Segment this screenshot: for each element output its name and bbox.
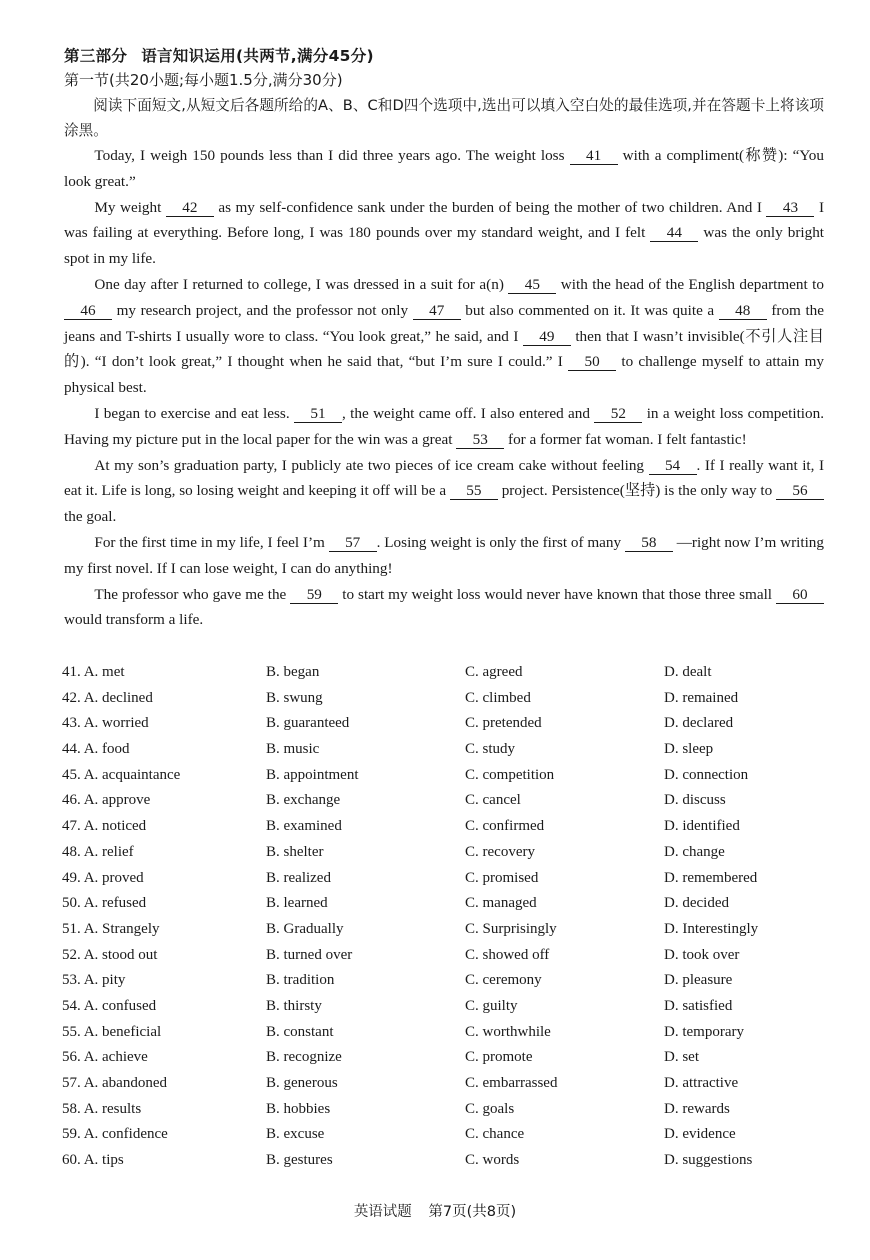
option-c bbox=[465, 1045, 664, 1071]
option-c bbox=[465, 840, 664, 866]
passage-text: project. Persistence(坚持) is the only way to bbox=[497, 482, 776, 500]
option-text: D. satisfied bbox=[664, 997, 733, 1014]
page-footer bbox=[0, 1200, 870, 1221]
question-number: 60. bbox=[62, 1152, 81, 1169]
option-c bbox=[465, 994, 664, 1020]
option-d bbox=[664, 711, 822, 737]
passage-text: with the head of the English department to bbox=[556, 275, 824, 293]
question-row bbox=[62, 891, 822, 917]
option-b bbox=[266, 968, 465, 994]
question-row bbox=[62, 1020, 822, 1046]
option-c bbox=[465, 866, 664, 892]
passage-paragraph bbox=[64, 582, 824, 634]
option-text: B. began bbox=[266, 664, 320, 680]
question-number: 53. bbox=[62, 972, 81, 989]
option-a bbox=[62, 994, 266, 1020]
passage-text: for a former fat woman. I felt fantastic! bbox=[504, 430, 747, 448]
blank-number: 55 bbox=[450, 482, 498, 500]
passage-text: One day after I returned to college, I was dressed in a suit for a(n) bbox=[94, 275, 509, 293]
option-c bbox=[465, 943, 664, 969]
option-c bbox=[465, 1097, 664, 1123]
question-row bbox=[62, 840, 822, 866]
part-title: 第三部分 bbox=[64, 47, 128, 65]
option-d bbox=[664, 737, 822, 763]
blank-number: 52 bbox=[594, 405, 642, 423]
option-text: D. attractive bbox=[664, 1075, 739, 1091]
option-text: A. Strangely bbox=[83, 920, 160, 937]
passage-paragraph bbox=[64, 530, 824, 582]
passage-text: At my son’s graduation party, I publicly ate two pieces of ice cream cake without feeling bbox=[94, 456, 649, 474]
option-c bbox=[465, 686, 664, 712]
question-row bbox=[62, 1071, 822, 1097]
option-b bbox=[266, 711, 465, 737]
option-a bbox=[62, 814, 266, 840]
passage-text: My weight bbox=[94, 198, 166, 216]
option-a bbox=[62, 840, 266, 866]
question-number: 49. bbox=[62, 869, 81, 886]
option-d bbox=[664, 1071, 822, 1097]
option-b bbox=[266, 1045, 465, 1071]
option-text: C. promote bbox=[465, 1049, 533, 1066]
option-text: A. food bbox=[83, 741, 130, 758]
option-c bbox=[465, 1071, 664, 1097]
question-row bbox=[62, 788, 822, 814]
option-text: B. examined bbox=[266, 818, 342, 835]
blank-number: 58 bbox=[625, 534, 673, 552]
blank-number: 47 bbox=[413, 302, 461, 320]
option-c bbox=[465, 788, 664, 814]
option-text: D. suggestions bbox=[664, 1152, 753, 1169]
option-a bbox=[62, 660, 266, 686]
option-b bbox=[266, 814, 465, 840]
option-text: C. goals bbox=[465, 1100, 515, 1117]
option-d bbox=[664, 968, 822, 994]
option-b bbox=[266, 891, 465, 917]
option-a bbox=[62, 866, 266, 892]
option-text: C. Surprisingly bbox=[465, 920, 557, 937]
question-row bbox=[62, 763, 822, 789]
option-b bbox=[266, 866, 465, 892]
option-d bbox=[664, 686, 822, 712]
option-a bbox=[62, 1122, 266, 1148]
passage-text: I began to exercise and eat less. bbox=[94, 404, 294, 422]
option-a bbox=[62, 737, 266, 763]
passage-text: the goal. bbox=[64, 508, 117, 526]
passage-text: to challenge myself to attain my physical best. bbox=[64, 353, 824, 397]
option-text: C. pretended bbox=[465, 715, 542, 732]
option-text: D. discuss bbox=[664, 792, 726, 809]
option-text: A. abandoned bbox=[83, 1075, 167, 1091]
blank-number: 57 bbox=[329, 534, 377, 552]
option-d bbox=[664, 1045, 822, 1071]
blank-number: 46 bbox=[64, 302, 112, 320]
option-b bbox=[266, 737, 465, 763]
blank-number: 56 bbox=[776, 482, 824, 500]
option-text: B. music bbox=[266, 741, 320, 758]
option-a bbox=[62, 711, 266, 737]
question-number: 44. bbox=[62, 741, 81, 758]
option-text: C. words bbox=[465, 1152, 520, 1169]
question-number: 51. bbox=[62, 920, 81, 937]
option-text: B. thirsty bbox=[266, 997, 322, 1014]
option-c bbox=[465, 1122, 664, 1148]
option-d bbox=[664, 840, 822, 866]
passage-paragraph bbox=[64, 453, 824, 530]
option-text: A. refused bbox=[83, 895, 147, 912]
question-row bbox=[62, 943, 822, 969]
option-text: A. approve bbox=[83, 792, 151, 809]
passage-paragraph bbox=[64, 401, 824, 453]
option-text: A. noticed bbox=[83, 818, 147, 835]
option-text: B. hobbies bbox=[266, 1100, 331, 1117]
question-number: 57. bbox=[62, 1075, 81, 1091]
option-b bbox=[266, 1122, 465, 1148]
part-subtitle: 语言知识运用(共两节,满分45分) bbox=[141, 47, 374, 65]
option-text: C. showed off bbox=[465, 946, 550, 963]
option-text: A. achieve bbox=[83, 1049, 148, 1066]
option-text: A. tips bbox=[83, 1152, 124, 1169]
option-text: C. chance bbox=[465, 1126, 525, 1143]
blank-number: 44 bbox=[650, 224, 698, 242]
option-text: B. recognize bbox=[266, 1049, 342, 1066]
option-a bbox=[62, 1045, 266, 1071]
question-row bbox=[62, 686, 822, 712]
option-b bbox=[266, 660, 465, 686]
option-text: C. guilty bbox=[465, 997, 518, 1014]
blank-number: 49 bbox=[523, 328, 571, 346]
passage-text: would transform a life. bbox=[64, 611, 204, 629]
question-row bbox=[62, 968, 822, 994]
passage-paragraph bbox=[64, 272, 824, 401]
option-text: B. Gradually bbox=[266, 920, 344, 937]
option-a bbox=[62, 788, 266, 814]
option-text: B. learned bbox=[266, 895, 328, 912]
question-number: 42. bbox=[62, 689, 81, 706]
option-text: D. sleep bbox=[664, 741, 714, 758]
option-text: D. change bbox=[664, 843, 725, 860]
option-text: B. turned over bbox=[266, 946, 353, 963]
option-a bbox=[62, 1071, 266, 1097]
option-text: D. took over bbox=[664, 946, 740, 963]
option-text: D. remained bbox=[664, 689, 739, 706]
instructions: 阅读下面短文,从短文后各题所给的A、B、C和D四个选项中,选出可以填入空白处的最佳选项,并在答题卡上将该项涂黑。 bbox=[64, 97, 824, 139]
question-row bbox=[62, 1097, 822, 1123]
blank-number: 50 bbox=[568, 353, 616, 371]
option-text: A. met bbox=[83, 664, 125, 680]
passage bbox=[64, 143, 824, 633]
option-text: B. guaranteed bbox=[266, 715, 350, 732]
exam-page bbox=[64, 44, 824, 633]
option-d bbox=[664, 1122, 822, 1148]
option-d bbox=[664, 788, 822, 814]
option-text: B. exchange bbox=[266, 792, 341, 809]
option-b bbox=[266, 1148, 465, 1174]
option-text: C. promised bbox=[465, 869, 539, 886]
passage-text: with a compliment(称赞): “You look great.” bbox=[64, 147, 824, 190]
footer-page-number: 第7页(共8页) bbox=[428, 1204, 517, 1220]
blank-number: 41 bbox=[570, 147, 618, 165]
blank-number: 59 bbox=[290, 586, 338, 604]
option-text: D. identified bbox=[664, 818, 740, 835]
option-text: A. acquaintance bbox=[83, 766, 181, 783]
question-number: 54. bbox=[62, 997, 81, 1014]
question-row bbox=[62, 737, 822, 763]
option-text: C. agreed bbox=[465, 664, 523, 680]
passage-text: I was failing at everything. Before long, I was 180 pounds over my standard weight, and I felt bbox=[64, 198, 825, 242]
option-text: D. Interestingly bbox=[664, 920, 759, 937]
option-b bbox=[266, 943, 465, 969]
question-number: 52. bbox=[62, 946, 81, 963]
passage-text: from the jeans and T-shirts I usually wore to class. “You look great,” he said, and I bbox=[64, 301, 825, 345]
question-number: 56. bbox=[62, 1049, 81, 1066]
option-text: A. beneficial bbox=[83, 1023, 162, 1040]
question-row bbox=[62, 660, 822, 686]
question-row bbox=[62, 917, 822, 943]
blank-number: 42 bbox=[166, 199, 214, 217]
question-number: 48. bbox=[62, 843, 81, 860]
passage-text: —right now I’m writing my first novel. If I can lose weight, I can do anything! bbox=[64, 533, 824, 577]
option-d bbox=[664, 866, 822, 892]
passage-text: Today, I weigh 150 pounds less than I did three years ago. The weight loss bbox=[94, 147, 570, 164]
question-number: 59. bbox=[62, 1126, 81, 1143]
question-number: 46. bbox=[62, 792, 81, 809]
option-text: B. generous bbox=[266, 1075, 338, 1091]
option-text: B. gestures bbox=[266, 1152, 333, 1169]
passage-text: in a weight loss competition. Having my picture put in the local paper for the win was a great bbox=[64, 404, 824, 448]
option-text: C. climbed bbox=[465, 689, 531, 706]
option-a bbox=[62, 968, 266, 994]
option-text: D. rewards bbox=[664, 1100, 730, 1117]
option-a bbox=[62, 686, 266, 712]
passage-text: my research project, and the professor not only bbox=[112, 301, 413, 319]
option-a bbox=[62, 891, 266, 917]
option-a bbox=[62, 1148, 266, 1174]
part-heading bbox=[64, 44, 824, 68]
option-text: D. dealt bbox=[664, 664, 712, 680]
option-text: D. pleasure bbox=[664, 972, 733, 989]
option-text: A. pity bbox=[83, 972, 126, 989]
question-number: 45. bbox=[62, 766, 81, 783]
option-c bbox=[465, 968, 664, 994]
option-text: D. set bbox=[664, 1049, 699, 1066]
option-text: D. remembered bbox=[664, 869, 758, 886]
option-d bbox=[664, 943, 822, 969]
blank-number: 53 bbox=[456, 431, 504, 449]
blank-number: 43 bbox=[766, 199, 814, 217]
blank-number: 60 bbox=[776, 586, 824, 604]
passage-text: . If I really want it, I eat it. Life is long, so losing weight and keeping it off will be a bbox=[64, 456, 825, 500]
option-b bbox=[266, 1020, 465, 1046]
passage-text: was the only bright spot in my life. bbox=[64, 224, 825, 268]
option-text: B. excuse bbox=[266, 1126, 325, 1143]
option-text: D. temporary bbox=[664, 1023, 744, 1040]
option-b bbox=[266, 1071, 465, 1097]
option-text: A. confidence bbox=[83, 1126, 168, 1143]
option-c bbox=[465, 711, 664, 737]
passage-text: then that I wasn’t invisible(不引人注目的). “I don’t look great,” I thought when he said that, “but I’m sure I could.” I bbox=[64, 327, 824, 371]
passage-text: to start my weight loss would never have known that those three small bbox=[338, 585, 777, 603]
option-c bbox=[465, 660, 664, 686]
option-text: C. recovery bbox=[465, 843, 535, 860]
option-d bbox=[664, 660, 822, 686]
blank-number: 48 bbox=[719, 302, 767, 320]
option-d bbox=[664, 1097, 822, 1123]
blank-number: 54 bbox=[649, 457, 697, 475]
option-d bbox=[664, 891, 822, 917]
passage-text: . Losing weight is only the first of many bbox=[376, 533, 625, 551]
question-number: 55. bbox=[62, 1023, 81, 1040]
option-b bbox=[266, 994, 465, 1020]
option-c bbox=[465, 814, 664, 840]
question-options bbox=[62, 660, 822, 1174]
option-text: B. realized bbox=[266, 869, 331, 886]
option-text: C. ceremony bbox=[465, 972, 542, 989]
blank-number: 45 bbox=[508, 276, 556, 294]
option-text: A. confused bbox=[83, 997, 157, 1014]
question-row bbox=[62, 1148, 822, 1174]
option-c bbox=[465, 891, 664, 917]
option-text: A. proved bbox=[83, 869, 144, 886]
option-b bbox=[266, 788, 465, 814]
question-number: 41. bbox=[62, 664, 81, 680]
blank-number: 51 bbox=[294, 405, 342, 423]
option-text: A. relief bbox=[83, 843, 134, 860]
option-c bbox=[465, 917, 664, 943]
option-c bbox=[465, 1148, 664, 1174]
option-text: C. cancel bbox=[465, 792, 521, 809]
option-text: B. tradition bbox=[266, 972, 335, 989]
question-number: 47. bbox=[62, 818, 81, 835]
question-number: 58. bbox=[62, 1100, 81, 1117]
option-a bbox=[62, 917, 266, 943]
option-a bbox=[62, 1097, 266, 1123]
option-text: C. competition bbox=[465, 766, 555, 783]
option-a bbox=[62, 763, 266, 789]
option-text: C. confirmed bbox=[465, 818, 545, 835]
question-number: 50. bbox=[62, 895, 81, 912]
subsection-title: 第一节(共20小题;每小题1.5分,满分30分) bbox=[64, 71, 343, 89]
option-text: D. evidence bbox=[664, 1126, 736, 1143]
question-row bbox=[62, 994, 822, 1020]
option-text: D. decided bbox=[664, 895, 729, 912]
option-b bbox=[266, 917, 465, 943]
option-d bbox=[664, 763, 822, 789]
option-text: C. worthwhile bbox=[465, 1023, 551, 1040]
option-c bbox=[465, 763, 664, 789]
option-text: B. appointment bbox=[266, 766, 359, 783]
option-d bbox=[664, 1148, 822, 1174]
option-text: A. stood out bbox=[83, 946, 158, 963]
option-d bbox=[664, 814, 822, 840]
question-row bbox=[62, 711, 822, 737]
option-a bbox=[62, 1020, 266, 1046]
option-d bbox=[664, 917, 822, 943]
option-text: B. swung bbox=[266, 689, 323, 706]
option-text: B. constant bbox=[266, 1023, 334, 1040]
passage-paragraph bbox=[64, 195, 824, 272]
option-text: C. study bbox=[465, 741, 516, 758]
footer-subject: 英语试题 bbox=[353, 1204, 412, 1220]
question-row bbox=[62, 814, 822, 840]
option-b bbox=[266, 686, 465, 712]
question-number: 43. bbox=[62, 715, 81, 732]
option-c bbox=[465, 1020, 664, 1046]
option-text: C. embarrassed bbox=[465, 1075, 558, 1091]
question-row bbox=[62, 1122, 822, 1148]
passage-text: but also commented on it. It was quite a bbox=[460, 301, 719, 319]
option-d bbox=[664, 994, 822, 1020]
option-text: A. declined bbox=[83, 689, 153, 706]
option-text: C. managed bbox=[465, 895, 537, 912]
option-c bbox=[465, 737, 664, 763]
option-b bbox=[266, 1097, 465, 1123]
option-text: A. results bbox=[83, 1100, 142, 1117]
option-text: D. declared bbox=[664, 715, 734, 732]
option-text: D. connection bbox=[664, 766, 749, 783]
option-b bbox=[266, 763, 465, 789]
question-row bbox=[62, 1045, 822, 1071]
passage-text: , the weight came off. I also entered and bbox=[342, 404, 595, 422]
passage-text: The professor who gave me the bbox=[94, 585, 291, 603]
passage-paragraph bbox=[64, 143, 824, 195]
passage-text: as my self-confidence sank under the burden of being the mother of two children. And I bbox=[213, 198, 767, 216]
passage-text: For the first time in my life, I feel I’m bbox=[94, 533, 329, 551]
option-text: A. worried bbox=[83, 715, 149, 732]
option-b bbox=[266, 840, 465, 866]
option-a bbox=[62, 943, 266, 969]
question-row bbox=[62, 866, 822, 892]
option-d bbox=[664, 1020, 822, 1046]
option-text: B. shelter bbox=[266, 843, 324, 860]
